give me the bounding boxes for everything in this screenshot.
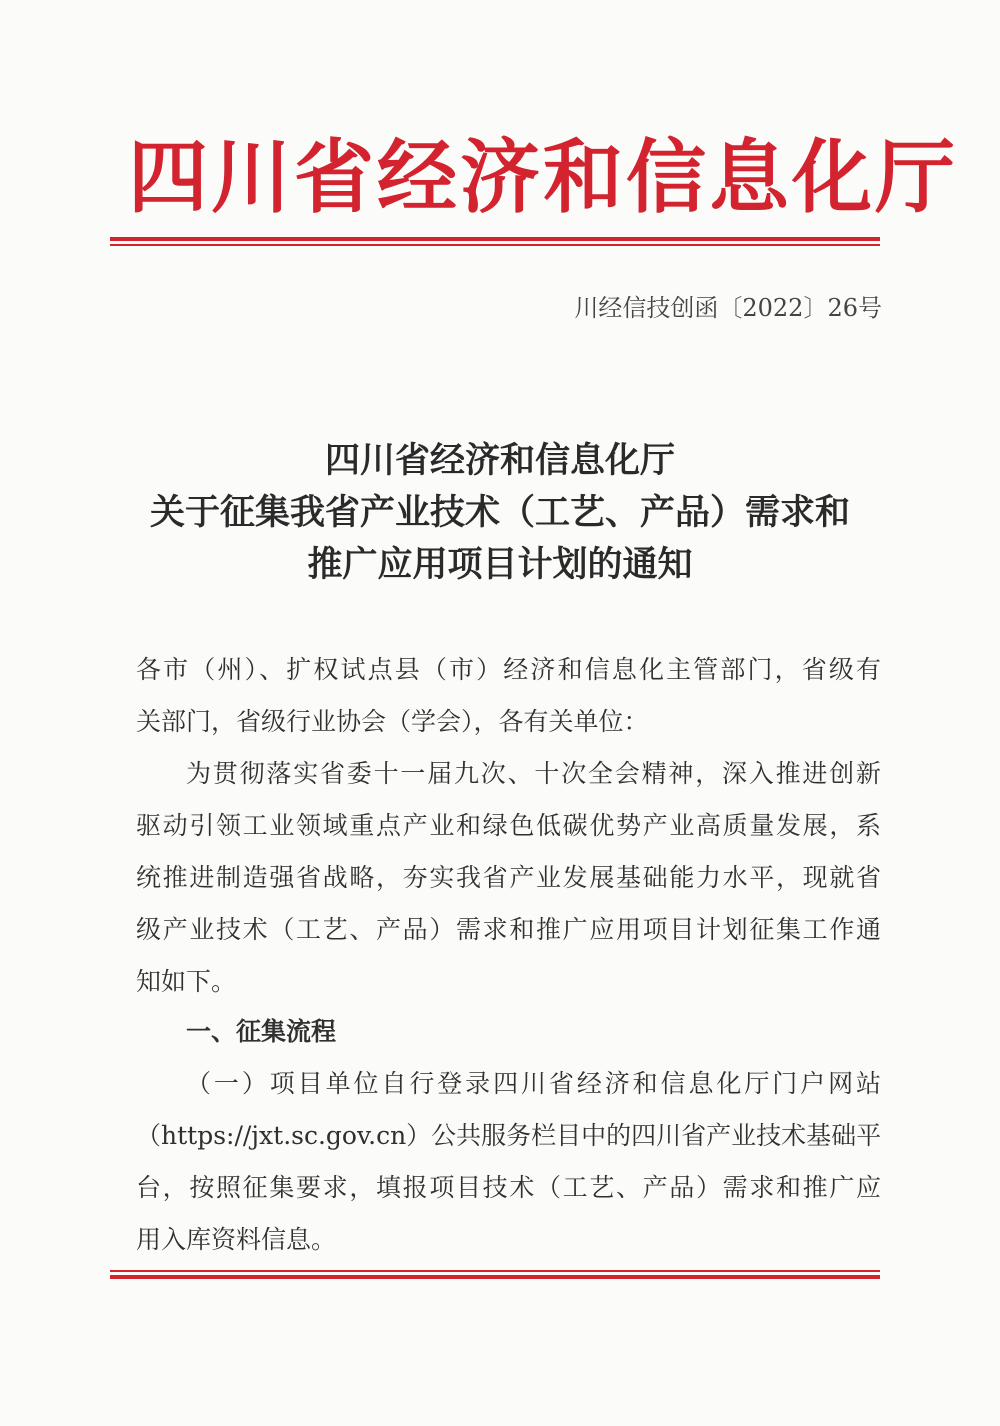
paragraph-line: 知如下。 xyxy=(136,967,237,996)
paragraph-line: 驱动引领工业领域重点产业和绿色低碳优势产业高质量发展，系 xyxy=(136,811,881,840)
title-line-3: 推广应用项目计划的通知 xyxy=(307,545,693,585)
paragraph-line: 统推进制造强省战略，夯实我省产业发展基础能力水平，现就省 xyxy=(136,863,881,892)
section-heading: 一、征集流程 xyxy=(186,1017,337,1046)
paragraph-line: 为贯彻落实省委十一届九次、十次全会精神，深入推进创新 xyxy=(186,759,881,788)
addressee-line: 各市（州）、扩权试点县（市）经济和信息化主管部门，省级有 xyxy=(136,655,881,684)
paragraph-line: 台，按照征集要求，填报项目技术（工艺、产品）需求和推广应 xyxy=(136,1173,881,1202)
paragraph-line: 用入库资料信息。 xyxy=(136,1225,337,1254)
title-line-2: 关于征集我省产业技术（工艺、产品）需求和 xyxy=(149,493,850,533)
paragraph-line: （一）项目单位自行登录四川省经济和信息化厅门户网站 xyxy=(186,1069,881,1098)
document-number: 川经信技创函〔2022〕26号 xyxy=(574,294,882,322)
footer-rule-thin xyxy=(110,1270,880,1272)
paragraph-line: （https://jxt.sc.gov.cn）公共服务栏目中的四川省产业技术基础平 xyxy=(136,1121,881,1150)
masthead-rule-thin xyxy=(110,244,880,246)
addressee-line: 关部门，省级行业协会（学会），各有关单位： xyxy=(136,707,649,736)
paragraph-line: 级产业技术（工艺、产品）需求和推广应用项目计划征集工作通 xyxy=(136,915,881,944)
masthead-org-name: 四川省经济和信息化厅 xyxy=(128,131,958,224)
title-line-1: 四川省经济和信息化厅 xyxy=(324,441,675,481)
footer-rule-thick xyxy=(110,1275,880,1279)
masthead-rule-thick xyxy=(110,237,880,241)
